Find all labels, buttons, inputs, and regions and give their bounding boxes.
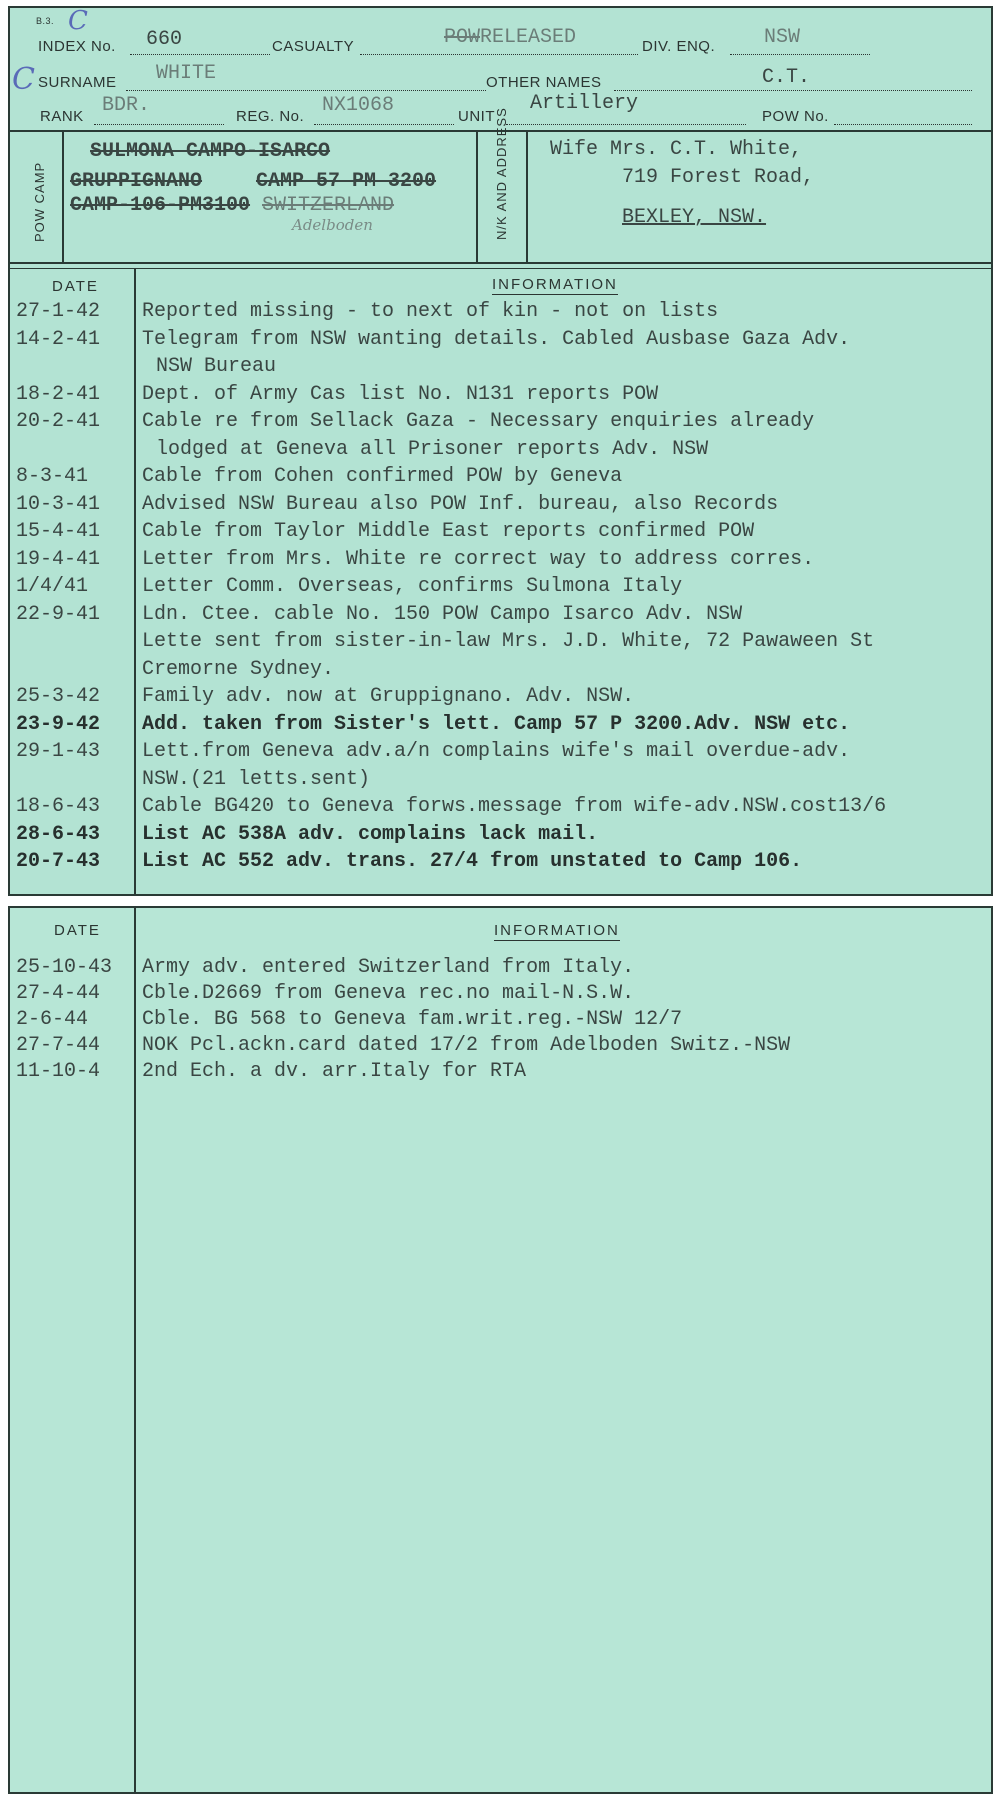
- div-enq-value: NSW: [764, 26, 801, 49]
- div-enq-label: DIV. ENQ.: [642, 38, 716, 55]
- unit-label: UNIT: [458, 108, 495, 125]
- entry-information: Lette sent from sister-in-law Mrs. J.D. White, 72 Pawaween St: [142, 630, 875, 653]
- entry-date: 27-4-44: [16, 982, 101, 1005]
- entry-information: lodged at Geneva all Prisoner reports Adv. NSW: [156, 437, 709, 461]
- entry-information: Lett.from Geneva adv.a/n complains wife's mail overdue-adv.: [142, 740, 851, 763]
- entry-date: 18-2-41: [16, 382, 101, 406]
- surname-value: WHITE: [156, 62, 217, 85]
- entry-date: 20-2-41: [16, 410, 101, 433]
- block-divider: [10, 262, 991, 264]
- record-card-back: [8, 906, 993, 1794]
- entry-date: 14-2-41: [16, 327, 101, 351]
- entry-information: List AC 538A adv. complains lack mail.: [142, 822, 599, 846]
- entry-date: 10-3-41: [16, 492, 101, 516]
- entry-information: List AC 552 adv. trans. 27/4 from unstated to Camp 106.: [142, 850, 803, 873]
- entry-date: 20-7-43: [16, 850, 101, 873]
- entry-date: 25-10-43: [16, 956, 113, 979]
- nok-address-label: N/K AND ADDRESS: [494, 107, 509, 240]
- entry-date: 28-6-43: [16, 822, 101, 846]
- entry-date: 11-10-4: [16, 1060, 101, 1083]
- surname-mark: C: [12, 62, 35, 97]
- entry-information: Family adv. now at Gruppignano. Adv. NSW.: [142, 685, 635, 708]
- index-label: INDEX No.: [38, 38, 116, 55]
- entry-information: NOK Pcl.ackn.card dated 17/2 from Adelboden Switz.-NSW: [142, 1034, 791, 1057]
- camp-line-2a: GRUPPIGNANO: [70, 170, 203, 193]
- other-names-label: OTHER NAMES: [486, 74, 602, 91]
- date-column-rule: [134, 269, 136, 896]
- record-card-front: [8, 6, 993, 896]
- unit-value: Artillery: [530, 92, 639, 115]
- pow-camp-label: POW CAMP: [32, 161, 47, 242]
- date-column-rule-2: [134, 908, 136, 1792]
- other-names-value: C.T.: [762, 66, 811, 89]
- surname-label: SURNAME: [38, 74, 117, 91]
- entry-information: 2nd Ech. a dv. arr.Italy for RTA: [142, 1060, 527, 1083]
- entry-date: 1/4/41: [16, 575, 89, 598]
- entry-information: Dept. of Army Cas list No. N131 reports POW: [142, 382, 659, 406]
- entry-information: Cable from Cohen confirmed POW by Geneva: [142, 465, 623, 488]
- rank-label: RANK: [40, 108, 84, 125]
- entry-information: Cable from Taylor Middle East reports confirmed POW: [142, 520, 755, 543]
- entry-information: Advised NSW Bureau also POW Inf. bureau, also Records: [142, 492, 779, 516]
- rank-value: BDR.: [102, 94, 151, 117]
- casualty-struck: POW: [444, 26, 481, 49]
- entry-information: NSW.(21 letts.sent): [142, 767, 371, 791]
- entry-information: Letter from Mrs. White re correct way to address corres.: [142, 547, 815, 571]
- date-header: DATE: [52, 278, 99, 295]
- reg-no-value: NX1068: [322, 94, 395, 117]
- entry-information: Cble.D2669 from Geneva rec.no mail-N.S.W.: [142, 982, 635, 1005]
- entry-date: 2-6-44: [16, 1008, 89, 1031]
- information-header: INFORMATION: [492, 276, 618, 293]
- camp-line-3a: CAMP-106-PM3100: [70, 194, 251, 217]
- pow-no-label: POW No.: [762, 108, 829, 125]
- entry-information: Army adv. entered Switzerland from Italy.: [142, 956, 635, 979]
- index-value: 660: [146, 28, 183, 51]
- entry-date: 29-1-43: [16, 740, 101, 763]
- entry-date: 27-7-44: [16, 1034, 101, 1057]
- entry-information: NSW Bureau: [156, 355, 277, 378]
- form-code-mark: C: [68, 6, 88, 36]
- entry-date: 8-3-41: [16, 465, 89, 488]
- nok-line-2: 719 Forest Road,: [622, 166, 815, 189]
- entry-date: 22-9-41: [16, 602, 101, 626]
- entry-date: 15-4-41: [16, 520, 101, 543]
- entry-date: 27-1-42: [16, 300, 101, 323]
- form-code: B.3.: [36, 16, 55, 26]
- reg-no-label: REG. No.: [236, 108, 305, 125]
- entry-date: 19-4-41: [16, 547, 101, 571]
- entry-information: Cable BG420 to Geneva forws.message from wife-adv.NSW.cost13/6: [142, 795, 887, 818]
- casualty-label: CASUALTY: [272, 38, 355, 55]
- entry-information: Letter Comm. Overseas, confirms Sulmona Italy: [142, 575, 683, 598]
- nok-line-1: Wife Mrs. C.T. White,: [550, 138, 803, 161]
- camp-line-2b: CAMP 57 PM 3200: [256, 170, 437, 193]
- nok-line-3: BEXLEY, NSW.: [622, 206, 767, 229]
- entry-information: Cable re from Sellack Gaza - Necessary enquiries already: [142, 410, 815, 433]
- casualty-value: RELEASED: [480, 26, 577, 49]
- entry-date: 25-3-42: [16, 685, 101, 708]
- entry-information: Telegram from NSW wanting details. Cabled Ausbase Gaza Adv.: [142, 327, 851, 351]
- entry-information: Ldn. Ctee. cable No. 150 POW Campo Isarco Adv. NSW: [142, 602, 743, 626]
- entry-information: Cble. BG 568 to Geneva fam.writ.reg.-NSW 12/7: [142, 1008, 683, 1031]
- entry-date: 18-6-43: [16, 795, 101, 818]
- camp-line-3b: SWITZERLAND: [262, 194, 395, 217]
- camp-handwritten-note: Adelboden: [292, 216, 373, 234]
- information-header-2: INFORMATION: [494, 922, 620, 939]
- camp-line-1: SULMONA CAMPO-ISARCO: [90, 140, 331, 163]
- entry-information: Cremorne Sydney.: [142, 657, 335, 681]
- entry-date: 23-9-42: [16, 712, 101, 736]
- entry-information: Reported missing - to next of kin - not on lists: [142, 300, 719, 323]
- date-header-2: DATE: [54, 922, 101, 939]
- entry-information: Add. taken from Sister's lett. Camp 57 P 3200.Adv. NSW etc.: [142, 712, 851, 736]
